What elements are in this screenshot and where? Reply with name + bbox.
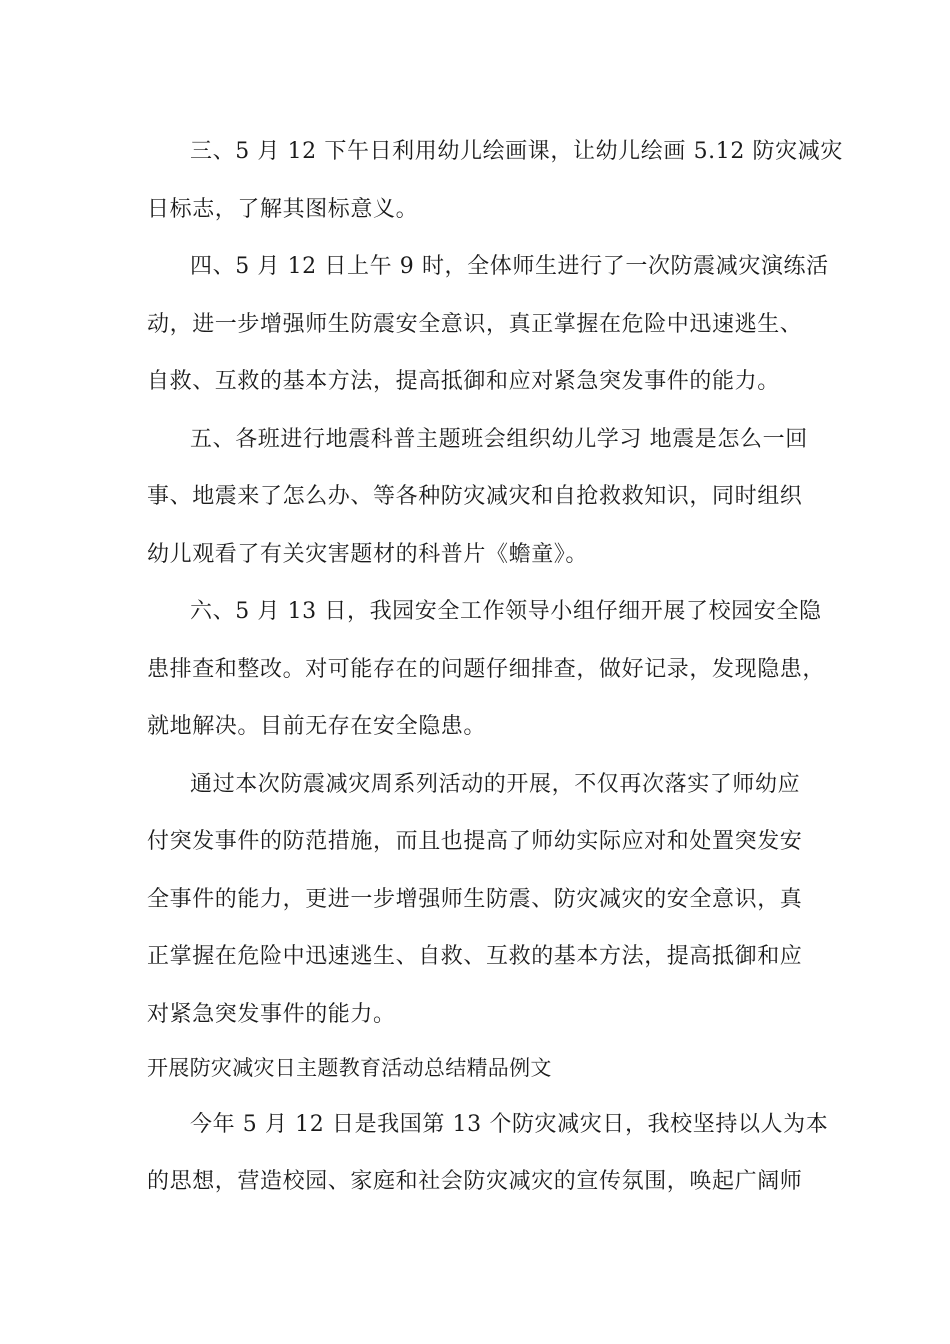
paragraph-line: 正掌握在危险中迅速逃生、自救、互救的基本方法，提高抵御和应 [147, 944, 803, 969]
paragraph-line: 的思想，营造校园、家庭和社会防灾减灾的宣传氛围，唤起广阔师 [147, 1169, 803, 1194]
paragraph-line: 就地解决。目前无存在安全隐患。 [147, 714, 487, 739]
paragraph-line: 今年 5 月 12 日是我国第 13 个防灾减灾日，我校坚持以人为本 [190, 1112, 829, 1137]
paragraph-line: 付突发事件的防范措施，而且也提高了师幼实际应对和处置突发安 [147, 829, 803, 854]
paragraph-line: 三、5 月 12 下午日利用幼儿绘画课，让幼儿绘画 5.12 防灾减灾 [190, 139, 843, 164]
section-heading: 开展防灾减灾日主题教育活动总结精品例文 [147, 1056, 552, 1080]
paragraph-line: 日标志，了解其图标意义。 [147, 197, 419, 222]
paragraph-line: 自救、互救的基本方法，提高抵御和应对紧急突发事件的能力。 [147, 369, 780, 394]
paragraph-line: 动，进一步增强师生防震安全意识，真正掌握在危险中迅速逃生、 [147, 312, 803, 337]
paragraph-line: 通过本次防震减灾周系列活动的开展，不仅再次落实了师幼应 [190, 772, 801, 797]
paragraph-line: 六、5 月 13 日，我园安全工作领导小组仔细开展了校园安全隐 [190, 599, 822, 624]
paragraph-line: 对紧急突发事件的能力。 [147, 1002, 396, 1027]
paragraph-line: 幼儿观看了有关灾害题材的科普片《蟾童》。 [147, 542, 589, 567]
paragraph-line: 全事件的能力，更进一步增强师生防震、防灾减灾的安全意识，真 [147, 887, 803, 912]
paragraph-line: 四、5 月 12 日上午 9 时，全体师生进行了一次防震减灾演练活 [190, 254, 829, 279]
paragraph-line: 五、各班进行地震科普主题班会组织幼儿学习 地震是怎么一回 [190, 427, 808, 452]
paragraph-line: 患排查和整改。对可能存在的问题仔细排查，做好记录，发现隐患， [147, 657, 826, 682]
paragraph-line: 事、地震来了怎么办、等各种防灾减灾和自抢救救知识，同时组织 [147, 484, 803, 509]
